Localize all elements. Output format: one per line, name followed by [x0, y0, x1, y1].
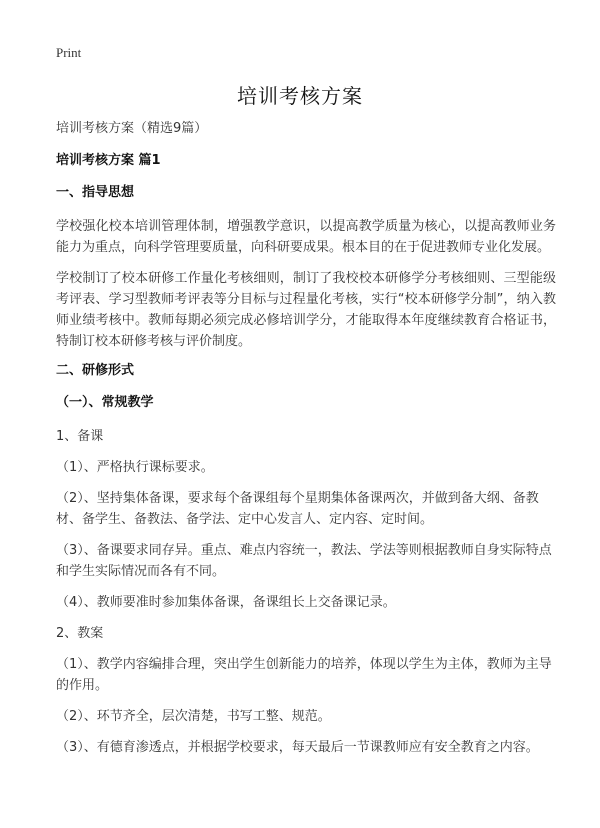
list-item: （1）、严格执行课标要求。: [56, 460, 214, 475]
list-item: （4）、教师要准时参加集体备课，备课组长上交备课记录。: [56, 595, 396, 610]
section-heading-guiding-ideology: 一、指导思想: [56, 185, 135, 200]
list-label-lesson-prep: 1、备课: [56, 429, 104, 444]
list-item: （3）、有德育渗透点，并根据学校要求，每天最后一节课教师应有安全教育之内容。: [56, 740, 539, 755]
print-link[interactable]: Print: [56, 45, 82, 60]
article-heading: 培训考核方案 篇1: [56, 153, 161, 168]
list-item: （3）、备课要求同存异。重点、难点内容统一，教法、学法等则根据教师自身实际特点和学生实际情况而各有不同。: [56, 543, 552, 579]
document-body: [56, 120, 556, 768]
page-title: 培训考核方案: [237, 84, 363, 108]
paragraph: 学校强化校本培训管理体制，增强教学意识，以提高教学质量为核心，以提高教师业务能力为重点，向科学管理要质量，向科研要成果。根本目的在于促进教师专业化发展。: [56, 219, 556, 255]
paragraph: 学校制订了校本研修工作量化考核细则，制订了我校校本研修学分考核细则、三型能级考评表、学习型教师考评表等分目标与过程量化考核，实行“校本研修学分制”，纳入教师业绩考核中。教师每期必须完成必修培训学分，才能取得本年度继续教育合格证书，特制订校本研修考核与评价制度。: [56, 271, 556, 349]
list-item: （1）、教学内容编排合理，突出学生创新能力的培养，体现以学生为主体，教师为主导的作用。: [56, 657, 552, 693]
subsection-heading-routine-teaching: （一）、常规教学: [56, 395, 154, 410]
list-item: （2）、环节齐全，层次清楚，书写工整、规范。: [56, 709, 331, 724]
section-heading-training-forms: 二、研修形式: [56, 363, 135, 378]
list-label-lesson-plans: 2、教案: [56, 626, 104, 641]
list-item: （2）、坚持集体备课，要求每个备课组每个星期集体备课两次，并做到备大纲、备教材、备学生、备教法、备学法、定中心发言人、定内容、定时间。: [56, 491, 539, 527]
document-subtitle: 培训考核方案（精选9篇）: [56, 121, 208, 136]
